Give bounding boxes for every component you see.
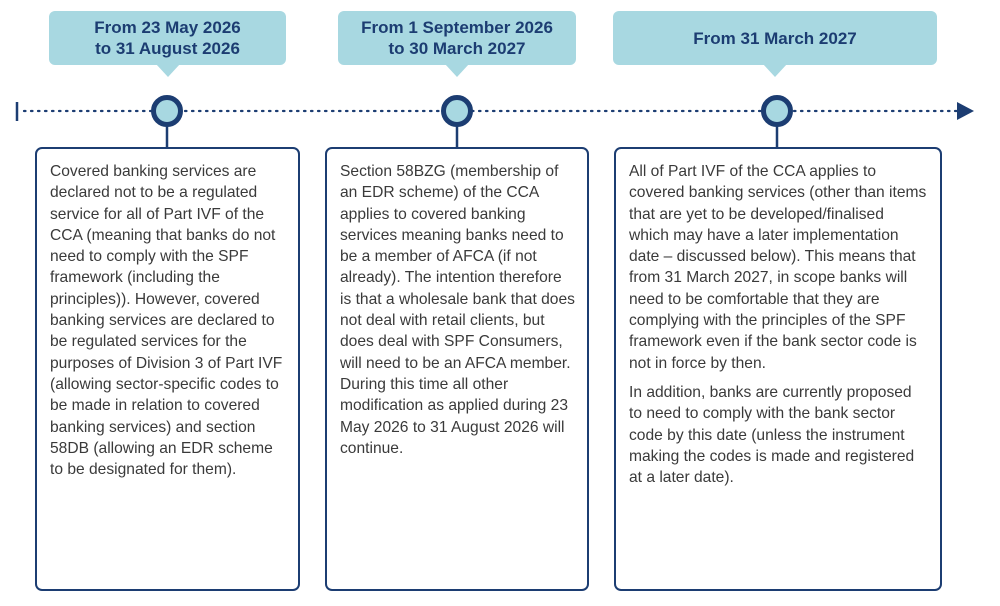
timeline-arrowhead-icon xyxy=(957,102,974,120)
stage-1-heading-text: From 23 May 2026 to 31 August 2026 xyxy=(94,18,241,58)
stage-1-description-box xyxy=(35,147,300,591)
stage-2-node-icon xyxy=(444,98,471,125)
stage-3-node-icon xyxy=(764,98,791,125)
stage-3-description: All of Part IVF of the CCA applies to covered banking services (other than items that are yet to be developed/finalised which may have a later implementation date – discussed below). This means that from 31 March 2027, in scope banks will need to be comfortable that they are complying with the principles of the SPF framework even if the bank sector code is not in force by then. xyxy=(629,163,927,372)
stage-3-description-box xyxy=(614,147,942,591)
stage-1-node-icon xyxy=(154,98,181,125)
stage-2-heading-pointer xyxy=(445,64,469,77)
stage-3-heading-text: From 31 March 2027 xyxy=(693,28,857,48)
stage-2-description: Section 58BZG (membership of an EDR scheme) of the CCA applies to covered banking services meaning banks need to be a member of AFCA (if not already). The intention therefore is that a wholesale bank that does not deal with retail clients, but does deal with SPF Consumers, will need to be an AFCA member. During this time all other modification as applied during 23 May 2026 to 31 August 2026 will continue. xyxy=(340,163,575,457)
stage-3-heading xyxy=(613,11,937,65)
stage-2-heading xyxy=(338,11,576,65)
stage-1-description: Covered banking services are declared not to be a regulated service for all of Part IVF of the CCA (meaning that banks do not need to comply with the SPF framework (including the principles)). However, covered banking services are declared to be regulated services for the purposes of Division 3 of Part IVF (allowing sector-specific codes to be made in relation to covered banking services) and section 58DB (allowing an EDR scheme to be designated for them). xyxy=(50,163,283,479)
stage-3-heading-pointer xyxy=(763,64,787,77)
stage-3-description-addition: In addition, banks are currently proposed to need to comply with the bank sector code by this date (unless the instrument making the codes is made and registered at a later date). xyxy=(629,383,915,487)
stage-1-heading-pointer xyxy=(156,64,180,77)
stage-2-heading-text: From 1 September 2026 to 30 March 2027 xyxy=(361,18,553,58)
stage-2-description-box xyxy=(325,147,589,591)
stage-1-heading xyxy=(49,11,286,65)
